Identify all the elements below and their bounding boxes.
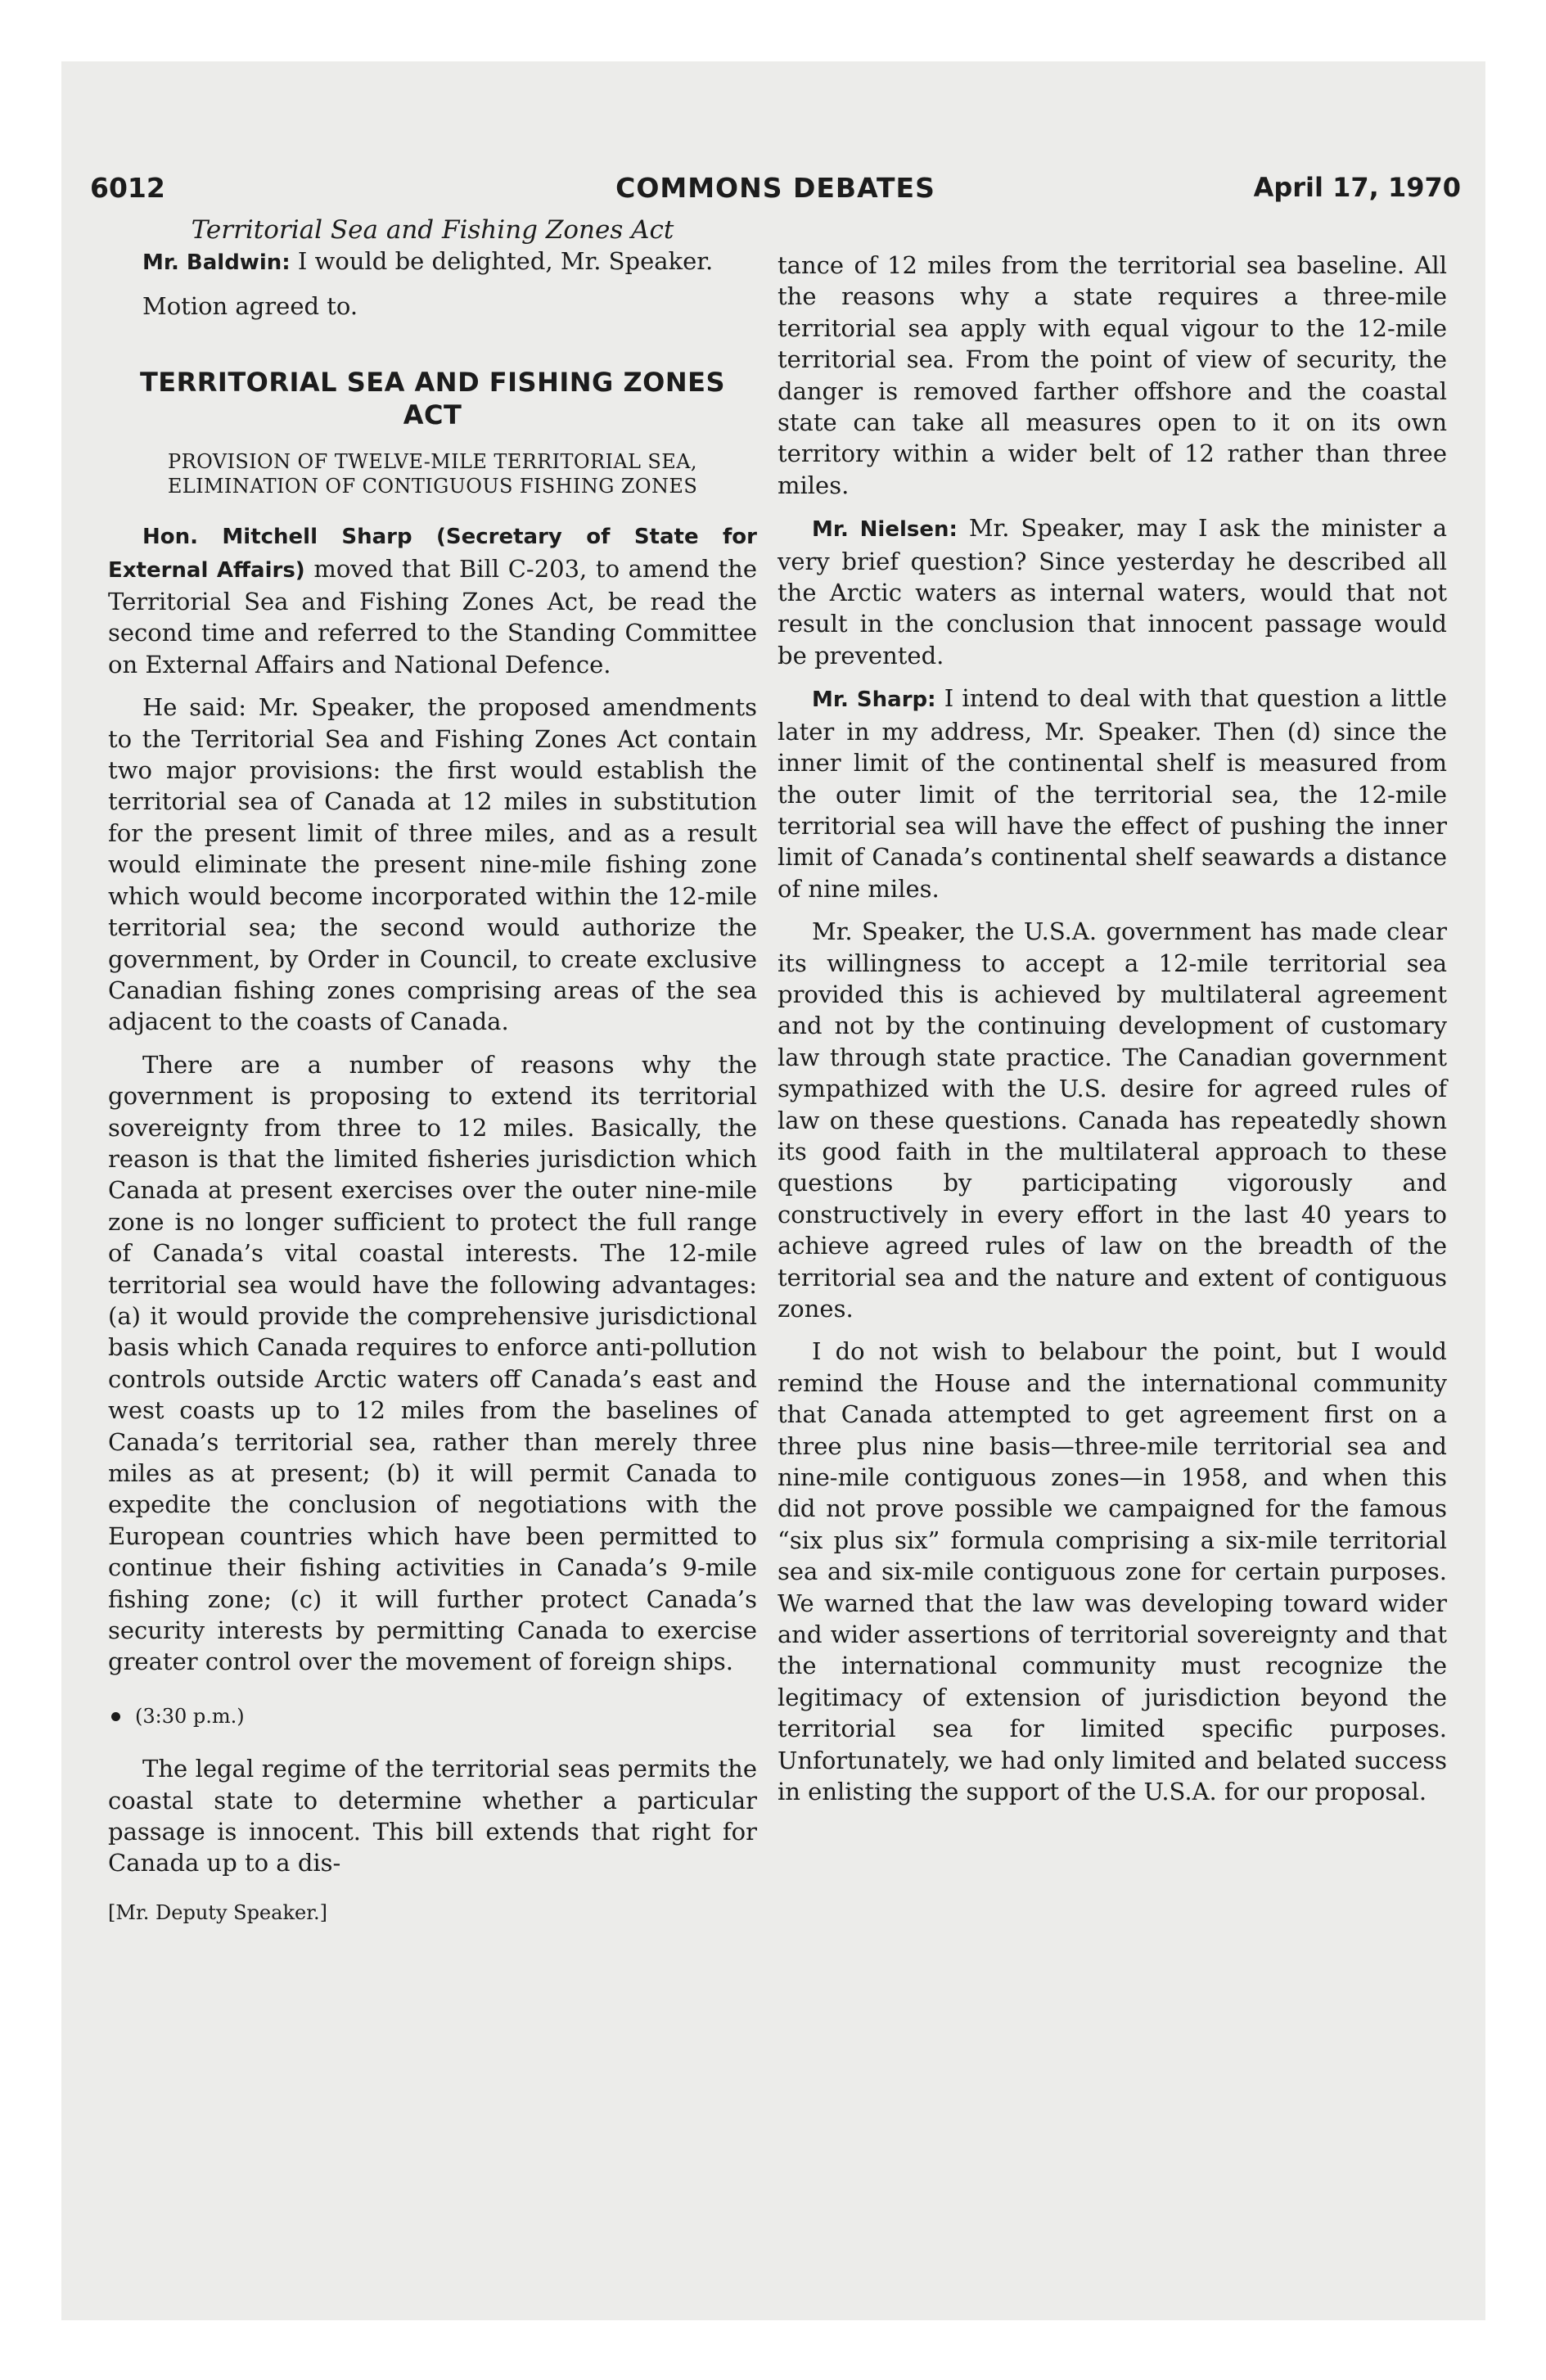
paragraph: The legal regime of the territorial seas permits the coastal state to determine whether a particular passage is innocent. This bill extends that right for Canada up to a dis- [108,1755,757,1877]
page-date: April 17, 1970 [1253,172,1461,203]
bullet-icon [111,1712,120,1721]
paragraph: Motion agreed to. [142,291,358,320]
paragraph [778,683,1447,904]
paragraph: tance of 12 miles from the territorial sea baseline. All the reasons why a state requires a three-mile territorial sea apply with equal vigour to the 12-mile territorial sea. From the point of view of security, the danger is removed farther offshore and the coastal state can take all measures open to it on its own territory within a wider belt of 12 rather than three miles. [778,251,1447,499]
paragraph [108,246,757,278]
speaker-name: Mr. Sharp: [812,687,936,713]
paragraph-text: moved that Bill C-203, to amend the Territorial Sea and Fishing Zones Act, be read the second time and referred to the Standing Committee on External Affairs and National Defence. [108,554,757,678]
section-subheading: PROVISION OF TWELVE-MILE TERRITORIAL SEA, ELIMINATION OF CONTIGUOUS FISHING ZONES [167,450,698,498]
page-header [90,172,1461,210]
paragraph: There are a number of reasons why the government is proposing to extend its territorial sovereignty from three to 12 miles. Basically, the reason is that the limited fisheries jurisdiction which Canada at present exercises over the outer nine-mile zone is no longer sufficient to protect the full range of Canada’s vital coastal interests. The 12-mile territorial sea would have the following advantages: (a) it would provide the comprehensive jurisdictional basis which Canada requires to enforce anti-pollution controls outside Arctic waters off Canada’s east and west coasts up to 12 miles from the baselines of Canada’s territorial sea, rather than merely three miles as at present; (b) it will permit Canada to expedite the conclusion of negotiations with the European countries which have been permitted to continue their fishing activities in Canada’s 9-mile fishing zone; (c) it will further protect Canada’s security interests by permitting Canada to exercise greater control over the movement of foreign ships. [108,1050,757,1676]
paragraph: I do not wish to belabour the point, but I would remind the House and the international community that Canada attempted to get agreement first on a three plus nine basis—three-mile territorial sea and nine-mile contiguous zones—in 1958, and when this did not prove possible we campaigned for the famous “six plus six” formula comprising a six-mile territorial sea and six-mile contiguous zone for certain purposes. We warned that the law was developing toward wider and wider assertions of territorial sovereignty and that the international community must recognize the legitimacy of extension of jurisdiction beyond the territorial sea for limited specific purposes. Unfortunately, we had only limited and belated success in enlisting the support of the U.S.A. for our proposal. [778,1337,1447,1806]
paragraph-text: I would be delighted, Mr. Speaker. [290,247,714,276]
paragraph [778,512,1447,671]
time-marker [108,1701,757,1732]
paragraph [108,520,757,680]
left-column [108,214,757,1940]
time-text: (3:30 p.m.) [135,1704,245,1728]
speaker-name: Mr. Baldwin: [142,250,291,276]
paragraph: Mr. Speaker, the U.S.A. government has made clear its willingness to accept a 12-mile territorial sea provided this is achieved by multilateral agreement and not by the continuing development of customary law through state practice. The Canadian government sympathized with the U.S. desire for agreed rules of law on these questions. Canada has repeatedly shown its good faith in the multilateral approach to these questions by participating vigorously and constructively in every effort in the last 40 years to achieve agreed rules of law on the breadth of the territorial sea and the nature and extent of contiguous zones. [778,917,1447,1323]
paragraph: He said: Mr. Speaker, the proposed amendments to the Territorial Sea and Fishing Zones Act contain two major provisions: the first would establish the territorial sea of Canada at 12 miles in substitution for the present limit of three miles, and as a result would eliminate the present nine-mile fishing zone which would become incorporated within the 12-mile territorial sea; the second would authorize the government, by Order in Council, to create exclusive Canadian fishing zones comprising areas of the sea adjacent to the coasts of Canada. [108,693,757,1036]
speaker-name: Hon. Mitchell Sharp (Secretary of State for External Affairs) [108,525,757,583]
right-column [778,250,1447,1819]
speaker-name: Mr. Nielsen: [812,517,958,543]
section-heading: TERRITORIAL SEA AND FISHING ZONES ACT [139,367,726,431]
running-title: Territorial Sea and Fishing Zones Act [191,215,674,245]
paragraph-text: Mr. Speaker, may I ask the minister a very brief question? Since yesterday he described all the Arctic waters as internal waters, would that not result in the conclusion that innocent passage would be prevented. [778,514,1447,669]
journal-title: COMMONS DEBATES [615,172,935,204]
footer-note: [Mr. Deputy Speaker.] [108,1900,328,1924]
paragraph-text: I intend to deal with that question a little later in my address, Mr. Speaker. Then (d) since the inner limit of the continental shelf is measured from the outer limit of the territorial sea, the 12-mile territorial sea will have the effect of pushing the inner limit of Canada’s continental shelf seawards a distance of nine miles. [778,684,1447,903]
page-number: 6012 [90,172,165,204]
